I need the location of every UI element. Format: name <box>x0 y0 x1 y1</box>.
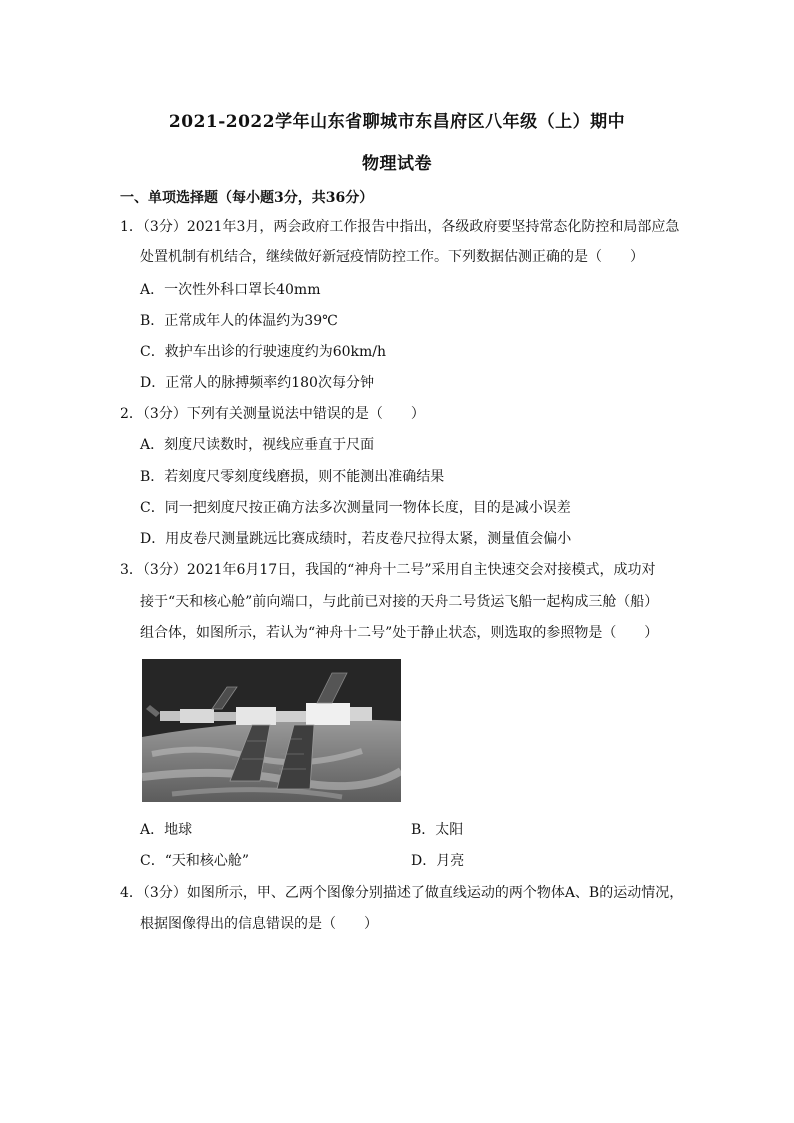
q3-option-c: C．“天和核心舱” <box>140 853 250 869</box>
exam-title-line2: 物理试卷 <box>362 154 432 174</box>
q3-stem-line1: 3．（3分）2021年6月17日，我国的“神舟十二号”采用自主快速交会对接模式，成功对 <box>120 562 656 578</box>
section-heading: 一、单项选择题（每小题3分，共36分） <box>120 190 374 206</box>
q1-stem-line1: 1．（3分）2021年3月，两会政府工作报告中指出，各级政府要坚持常态化防控和局部应急 <box>120 219 680 235</box>
q1-option-b: B．正常成年人的体温约为39℃ <box>140 313 338 329</box>
q2-stem-line1: 2．（3分）下列有关测量说法中错误的是（ ） <box>120 406 425 422</box>
q2-option-b: B．若刻度尺零刻度线磨损，则不能测出准确结果 <box>140 469 445 485</box>
q1-option-c: C．救护车出诊的行驶速度约为60km/h <box>140 344 387 360</box>
q3-stem-line3: 组合体，如图所示，若认为“神舟十二号”处于静止状态，则选取的参照物是（ ） <box>140 625 659 641</box>
space-station-photo <box>142 659 401 802</box>
q2-option-c: C．同一把刻度尺按正确方法多次测量同一物体长度，目的是减小误差 <box>140 500 571 516</box>
q2-option-a: A．刻度尺读数时，视线应垂直于尺面 <box>140 437 375 453</box>
q3-option-d: D．月亮 <box>411 853 465 869</box>
q1-stem-line2: 处置机制有机结合，继续做好新冠疫情防控工作。下列数据估测正确的是（ ） <box>140 249 644 265</box>
q3-stem-line2: 接于“天和核心舱”前向端口，与此前已对接的天舟二号货运飞船一起构成三舱（船） <box>140 594 659 610</box>
q1-option-a: A．一次性外科口罩长40mm <box>140 282 321 298</box>
exam-title-line1: 2021-2022学年山东省聊城市东昌府区八年级（上）期中 <box>168 112 626 132</box>
q2-option-d: D．用皮卷尺测量跳远比赛成绩时，若皮卷尺拉得太紧，测量值会偏小 <box>140 531 572 547</box>
q4-stem-line1: 4．（3分）如图所示，甲、乙两个图像分别描述了做直线运动的两个物体A、B的运动情况， <box>120 885 684 901</box>
q3-option-a: A．地球 <box>140 822 193 838</box>
q3-option-b: B．太阳 <box>411 822 464 838</box>
q4-stem-line2: 根据图像得出的信息错误的是（ ） <box>140 916 378 932</box>
q1-option-d: D．正常人的脉搏频率约180次每分钟 <box>140 375 374 391</box>
